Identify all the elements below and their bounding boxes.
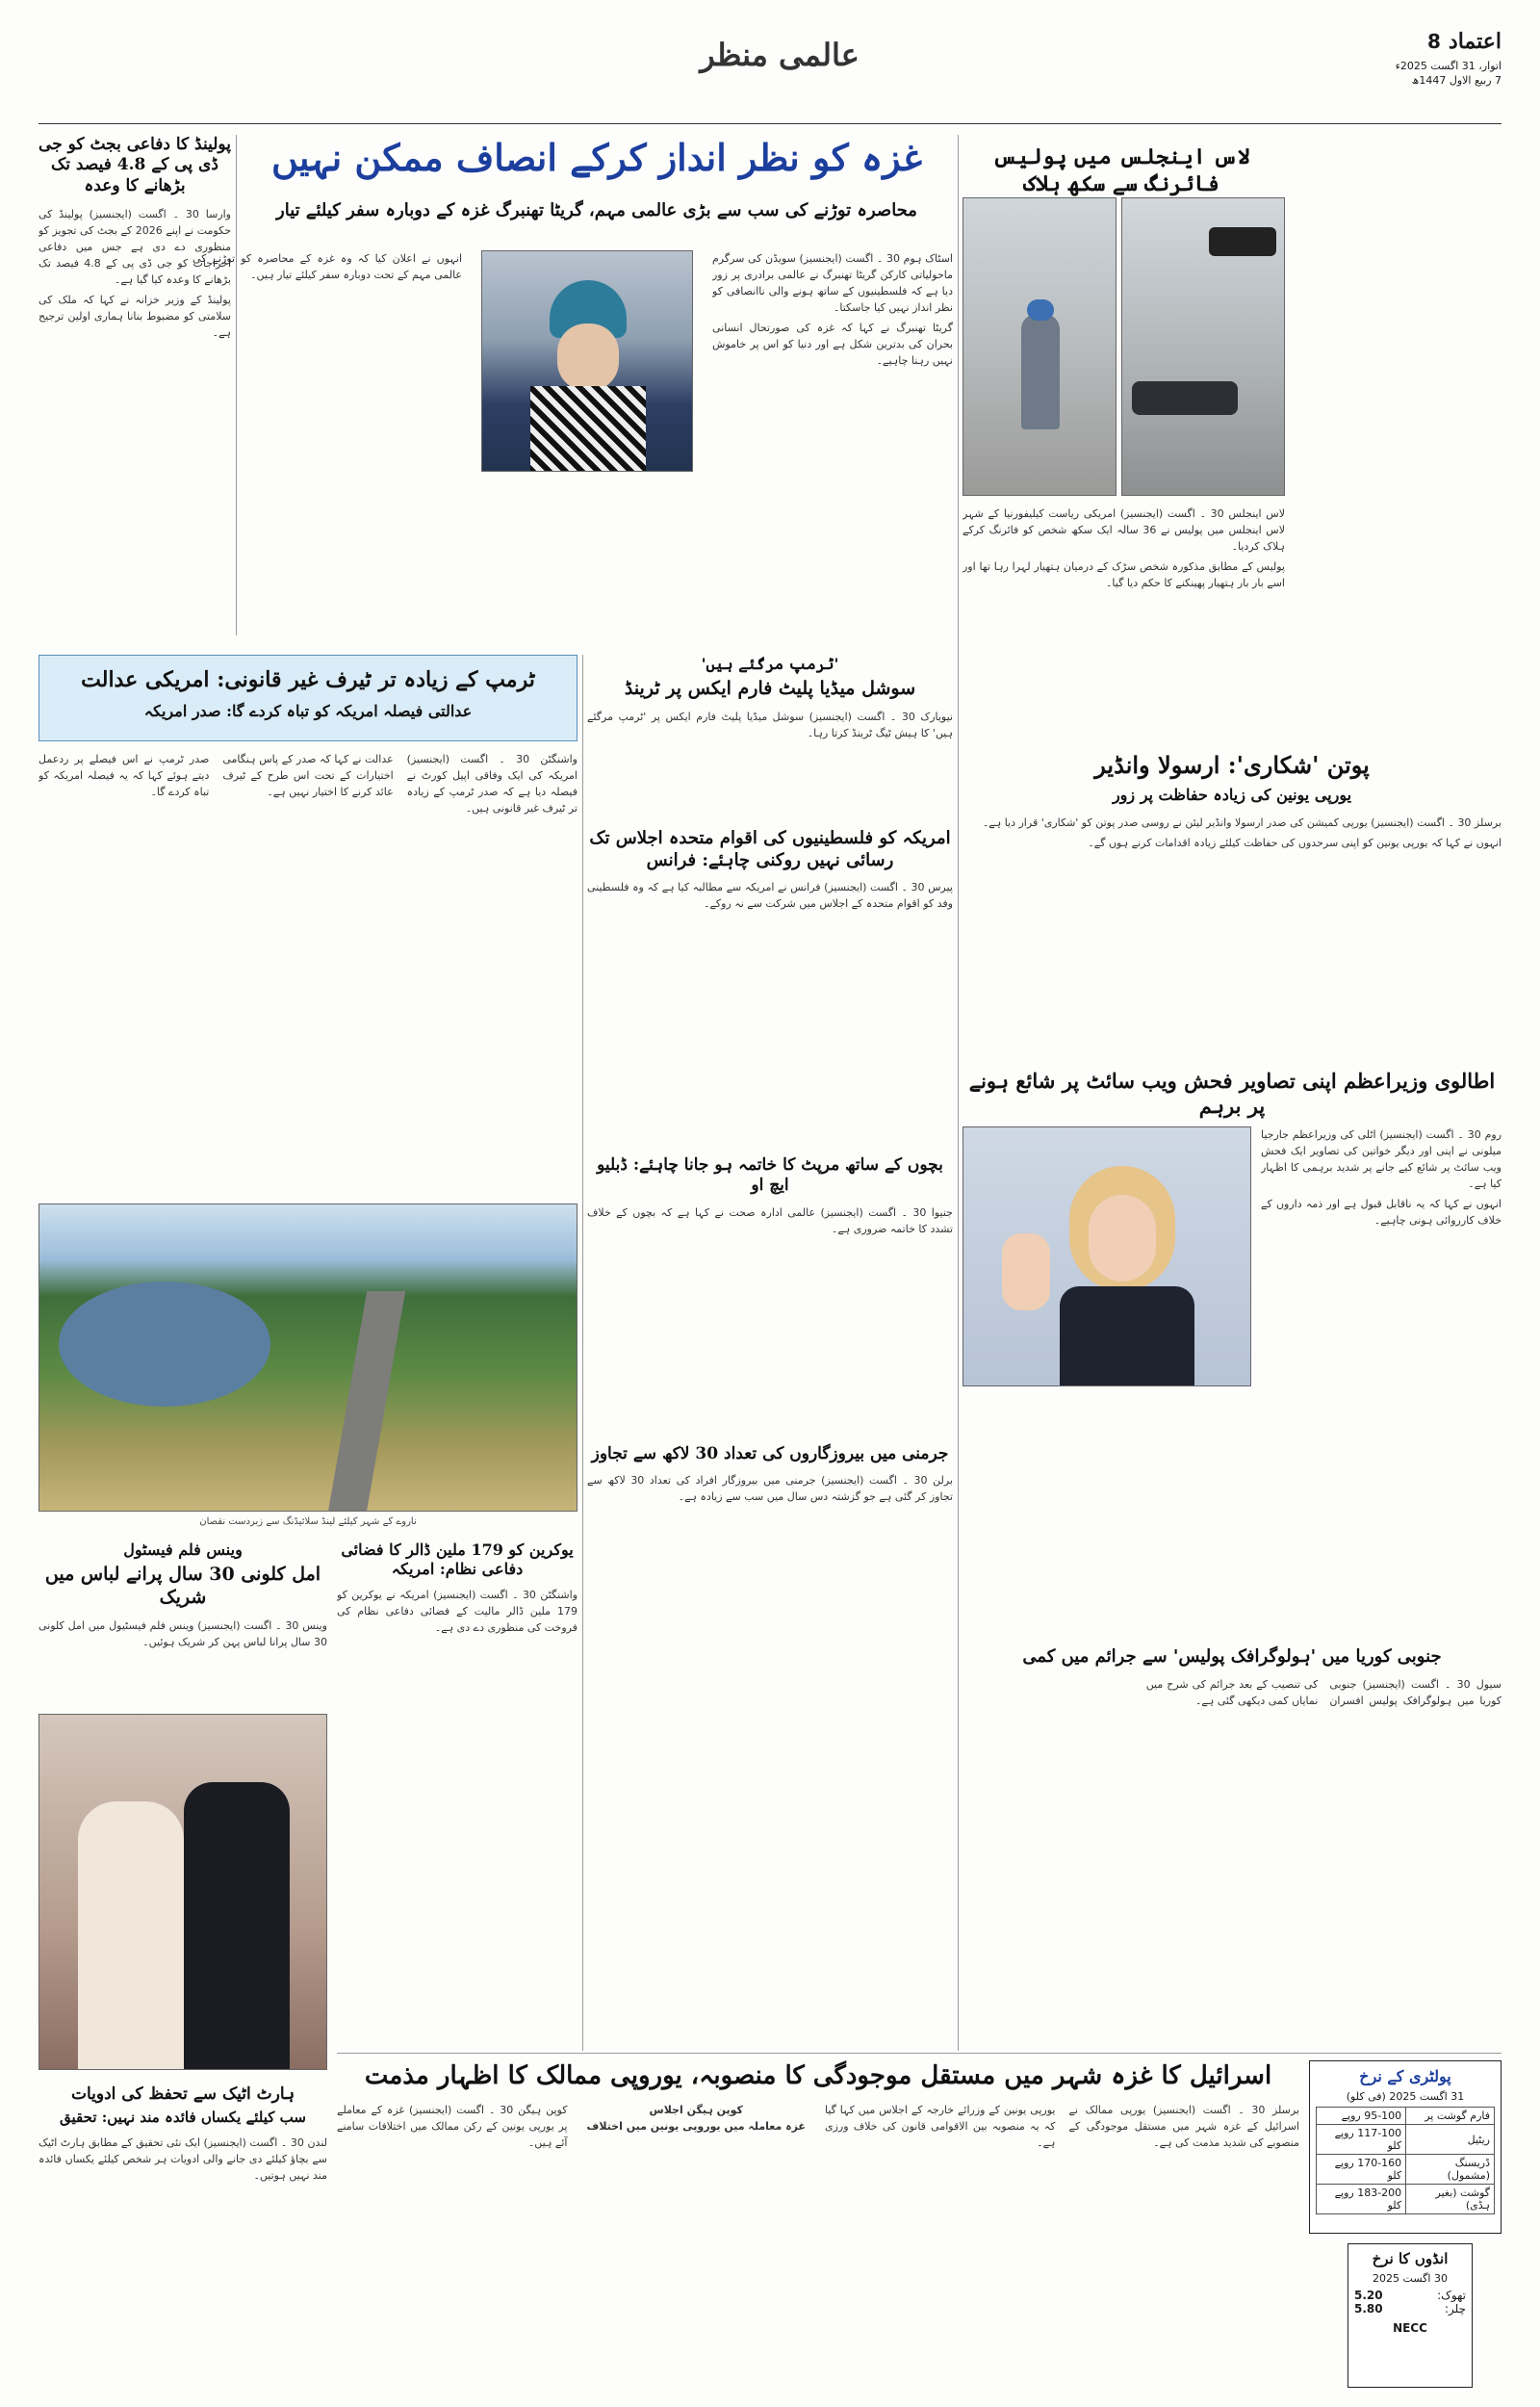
meloni-article [962, 1069, 1502, 1637]
poultry-item: ریٹیل [1406, 2125, 1495, 2155]
meloni-photo [962, 1126, 1251, 1386]
greta-face-shape [557, 324, 619, 391]
putin-subhead: یورپی یونین کی زیادہ حفاظت پر زور [1112, 786, 1352, 804]
poultry-price: 117-100 روپے کلو [1317, 2125, 1406, 2155]
la-turban-shape [1027, 299, 1054, 321]
column-rule-right [958, 135, 959, 2051]
norway-lake-shape [59, 1281, 270, 1407]
venice-woman-shape [78, 1801, 184, 2070]
putin-article [962, 751, 1502, 1059]
poultry-table [1316, 2107, 1495, 2214]
la-headline: لاس اینجلس میں پولیس فائرنگ سے سکھ ہلاک [992, 144, 1250, 196]
putin-body: برسلز 30 ۔ اگست (ایجنسیز) یورپی کمیشن کی صدر ارسولا وانڈیر لیئن نے روسی صدر پوتن کو 'شکاری' قرار دیا ہے۔ انہوں نے کہا کہ یورپی یونین کو اپنی سرحدوں کی حفاظت کیلئے زیادہ اقدامات کرنے ہوں گے۔ [982, 816, 1502, 850]
eu-meeting-kicker: کوپن ہیگن اجلاس [649, 2103, 743, 2116]
korea-body: سیول 30 ۔ اگست (ایجنسیز) جنوبی کوریا میں ہولوگرافک پولیس افسران کی تنصیب کے بعد جرائم کی شرح میں نمایاں کمی دیکھی گئی ہے۔ [1145, 1677, 1502, 1707]
venice-article [38, 1540, 327, 2080]
egg-wholesale-value: 5.20 [1354, 2288, 1383, 2302]
poultry-row [1317, 2185, 1495, 2214]
israel-gaza-headline: اسرائیل کا غزہ شہر میں مستقل موجودگی کا منصوبہ، یوروپی ممالک کا اظہار مذمت [364, 2061, 1272, 2090]
la-man-shape [1021, 314, 1060, 429]
section-title: عالمی منظر [700, 37, 860, 73]
column-rule-center [582, 655, 583, 2051]
meloni-jacket-shape [1060, 1286, 1194, 1386]
venice-photo [38, 1714, 327, 2070]
heart-subhead: سب کیلئے یکساں فائدہ مند نہیں: تحقیق [60, 2109, 306, 2127]
israel-gaza-body: برسلز 30 ۔ اگست (ایجنسیز) یورپی ممالک نے اسرائیل کے غزہ شہر میں مستقل موجودگی کے منصوبے کی شدید مذمت کی ہے۔ یورپی یونین کے وزرائے خارجہ کے اجلاس میں کہا گیا کہ یہ منصوبہ بین الاقوامی قانون کی خلاف ورزی ہے۔ کوپن ہیگن اجلاس غزہ معاملہ میں یوروپی یونین میں اختلاف کوپن ہیگن 30 ۔ اگست (ایجنسیز) غزہ کے معاملے پر یورپی یونین کے رکن ممالک میں اختلافات سامنے آئے ہیں۔ [337, 2103, 1299, 2149]
norway-road-shape [328, 1291, 406, 1512]
hijri-line: 7 ربیع الاول 1447ھ [1411, 74, 1502, 87]
germany-jobs-headline: جرمنی میں بیروزگاروں کی تعداد 30 لاکھ سے تجاوز [591, 1444, 949, 1463]
heart-article [38, 2084, 327, 2383]
heart-body: لندن 30 ۔ اگست (ایجنسیز) ایک نئی تحقیق کے مطابق ہارٹ اٹیک سے بچاؤ کیلئے دی جانے والی ادویات ہر شخص کیلئے یکساں فائدہ مند نہیں ہوتیں۔ [38, 2136, 327, 2183]
trump-tariff-banner [38, 655, 578, 741]
egg-retail-label: چلر: [1444, 2301, 1466, 2316]
meloni-face-shape [1089, 1195, 1156, 1281]
poultry-item: گوشت (بغیر ہڈی) [1406, 2185, 1495, 2214]
page-number: 8 [1426, 30, 1441, 53]
trump-tariff-subhead: عدالتی فیصلہ امریکہ کو تباہ کردے گا: صدر امریکہ [143, 701, 473, 720]
egg-rates-box [1348, 2243, 1473, 2388]
gaza-lead-article [192, 135, 953, 655]
egg-date: 30 اگست 2025 [1373, 2271, 1448, 2285]
poultry-item: ڈریسنگ (مشمول) [1406, 2155, 1495, 2185]
la-gun-shape [1209, 227, 1276, 256]
egg-source: NECC [1393, 2320, 1427, 2335]
biden-kids-body: جنیوا 30 ۔ اگست (ایجنسیز) عالمی ادارہ صحت نے کہا ہے کہ بچوں کے خلاف تشدد کا خاتمہ ضروری ہے۔ [587, 1205, 953, 1235]
ukraine-article [337, 1540, 578, 2080]
la-photo-left [962, 197, 1116, 496]
poultry-price: 95-100 روپے [1317, 2108, 1406, 2125]
putin-headline: پوتن 'شکاری': ارسولا وانڈیر [1094, 751, 1370, 779]
section-rule-bottom [337, 2053, 1502, 2054]
brand-logo: اعتماد [1448, 29, 1502, 54]
poultry-row [1317, 2108, 1495, 2125]
la-car-shape [1132, 381, 1238, 415]
poland-body: وارسا 30 ۔ اگست (ایجنسیز) پولینڈ کی حکومت نے اپنے 2026 کے بجٹ کی تجویز کو منظوری دے دی ہے جس میں دفاعی اخراجات کو جی ڈی پی کے 4.8 فیصد تک بڑھانے کا وعدہ کیا گیا ہے۔ پولینڈ کے وزیر خزانہ نے کہا کہ ملک کی سلامتی کو مضبوط بنانا ہماری اولین ترجیح ہے۔ [38, 207, 231, 340]
poultry-title: پولٹری کے نرخ [1359, 2067, 1451, 2085]
egg-title: انڈوں کا نرخ [1372, 2250, 1449, 2267]
poultry-rates-box [1309, 2060, 1502, 2234]
la-body: لاس اینجلس 30 ۔ اگست (ایجنسیز) امریکی ریاست کیلیفورنیا کے شہر لاس اینجلس میں پولیس نے 36 سالہ ایک سکھ شخص کو فائرنگ کرکے ہلاک کردیا۔ پولیس کے مطابق مذکورہ شخص سڑک کے درمیان ہتھیار لہرا رہا تھا اور اسے بار بار ہتھیار پھینکنے کا حکم دیا گیا۔ [962, 507, 1285, 590]
gaza-subhead: محاصرہ توڑنے کی سب سے بڑی عالمی مہم، گریٹا تھنبرگ غزہ کے دوبارہ سفر کیلئے تیار [276, 199, 917, 220]
ukraine-body: واشنگٹن 30 ۔ اگست (ایجنسیز) امریکہ نے یوکرین کو 179 ملین ڈالر مالیت کے فضائی دفاعی نظام کی فروخت کی منظوری دے دی ہے۔ [337, 1589, 578, 1635]
germany-jobs-body: برلن 30 ۔ اگست (ایجنسیز) جرمنی میں بیروزگار افراد کی تعداد 30 لاکھ سے تجاوز کر گئی ہے جو گزشتہ دس سال میں سب سے زیادہ ہے۔ [587, 1474, 953, 1504]
poland-headline: پولینڈ کا دفاعی بجٹ کو جی ڈی پی کے 4.8 فیصد تک بڑھانے کا وعدہ [38, 135, 231, 195]
gaza-body-col1: اسٹاک ہوم 30 ۔ اگست (ایجنسیز) سویڈن کی سرگرم ماحولیاتی کارکن گریٹا تھنبرگ نے عالمی برادری پر زور دیا ہے کہ فلسطینیوں کے ساتھ ہونے والی ناانصافی کو نظر انداز نہیں کیا جاسکتا۔ گریٹا تھنبرگ نے کہا کہ غزہ کی صورتحال انسانی بحران کی بدترین شکل ہے اور دنیا کو اس پر خاموش نہیں رہنا چاہیے۔ [712, 252, 953, 368]
korea-headline: جنوبی کوریا میں 'ہولوگرافک پولیس' سے جرائم میں کمی [1022, 1646, 1442, 1667]
meloni-body: روم 30 ۔ اگست (ایجنسیز) اٹلی کی وزیراعظم جارجیا میلونی نے اپنی اور دیگر خواتین کی تصاویر ایک فحش ویب سائٹ پر شائع کیے جانے پر شدید برہمی کا اظہار کیا ہے۔ انہوں نے کہا کہ یہ ناقابل قبول ہے اور ذمہ داروں کے خلاف کارروائی ہونی چاہیے۔ [1261, 1128, 1502, 1228]
poultry-row [1317, 2125, 1495, 2155]
brand-block [1348, 29, 1502, 120]
egg-retail-value: 5.80 [1354, 2301, 1383, 2316]
venice-body: وینس 30 ۔ اگست (ایجنسیز) وینس فلم فیسٹیول میں امل کلونی 30 سال پرانا لباس پہن کر شریک ہوئیں۔ [38, 1618, 327, 1648]
heart-headline: ہارٹ اٹیک سے تحفظ کی ادویات [70, 2084, 295, 2104]
masthead [38, 29, 1502, 120]
trump-tariff-body: واشنگٹن 30 ۔ اگست (ایجنسیز) امریکہ کی ایک وفاقی اپیل کورٹ نے فیصلہ دیا ہے کہ صدر ٹرمپ کے زیادہ تر ٹیرف غیر قانونی ہیں۔ عدالت نے کہا کہ صدر کے پاس ہنگامی اختیارات کے تحت اس طرح کے ٹیرف عائد کرنے کا اختیار نہیں ہے۔ صدر ٹرمپ نے اس فیصلے پر ردعمل دیتے ہوئے کہا کہ یہ فیصلہ امریکہ کو تباہ کردے گا۔ [38, 753, 578, 815]
un-palestine-body: پیرس 30 ۔ اگست (ایجنسیز) فرانس نے امریکہ سے مطالبہ کیا ہے کہ وہ فلسطینی وفد کو اقوام متحدہ کے اجلاس میں شرکت سے نہ روکے۔ [587, 881, 953, 911]
trump-dead-headline: سوشل میڈیا پلیٹ فارم ایکس پر ٹرینڈ [624, 678, 916, 699]
meloni-hand-shape [1002, 1233, 1050, 1310]
poultry-item: فارم گوشت پر [1406, 2108, 1495, 2125]
un-palestine-article [587, 828, 953, 1146]
trump-tariff-headline: ٹرمپ کے زیادہ تر ٹیرف غیر قانونی: امریکی عدالت [81, 667, 535, 692]
poultry-row [1317, 2155, 1495, 2185]
israel-gaza-article [337, 2060, 1299, 2388]
greta-photo [481, 250, 693, 472]
venice-kicker: وینس فلم فیسٹول [123, 1540, 243, 1559]
date-line: اتوار، 31 اگست 2025ء [1395, 60, 1502, 72]
un-palestine-headline: امریکہ کو فلسطینیوں کی اقوام متحدہ اجلاس تک رسائی نہیں روکنی چاہئے: فرانس [589, 828, 951, 870]
korea-article [962, 1646, 1502, 2051]
trump-dead-kicker: 'ٹرمپ مرگئے ہیں' [701, 655, 839, 673]
germany-jobs-article [587, 1444, 953, 1714]
poultry-date: 31 اگست 2025 (فی کلو) [1346, 2090, 1465, 2103]
egg-wholesale-label: تھوک: [1437, 2288, 1466, 2302]
poultry-price: 183-200 روپے کلو [1317, 2185, 1406, 2214]
trump-dead-article [587, 655, 953, 818]
masthead-rule [38, 123, 1502, 124]
trump-dead-body: نیویارک 30 ۔ اگست (ایجنسیز) سوشل میڈیا پلیٹ فارم ایکس پر 'ٹرمپ مرگئے ہیں' کا ہیش ٹیگ ٹرینڈ کرتا رہا۔ [587, 710, 953, 739]
eu-meeting-headline: غزہ معاملہ میں یوروپی یونین میں اختلاف [586, 2119, 806, 2133]
ukraine-headline: یوکرین کو 179 ملین ڈالر کا فضائی دفاعی نظام: امریکہ [341, 1540, 574, 1578]
norway-caption: ناروے کے شہر کیلئے لینڈ سلائیڈنگ سے زبردست نقصان [199, 1516, 417, 1527]
biden-kids-headline: بچوں کے ساتھ مرپٹ کا خاتمہ ہو جانا چاہئے: ڈبلیو ایچ او [597, 1155, 943, 1196]
gaza-body-col3: انہوں نے اعلان کیا کہ وہ غزہ کے محاصرہ کو توڑنے کی عالمی مہم کے تحت دوبارہ سفر کیلئے تیار ہیں۔ [192, 252, 462, 282]
venice-man-shape [184, 1782, 290, 2070]
venice-headline: امل کلونی 30 سال پرانے لباس میں شریک [44, 1564, 321, 1608]
poultry-price: 170-160 روپے کلو [1317, 2155, 1406, 2185]
gaza-headline: غزہ کو نظر انداز کرکے انصاف ممکن نہیں [270, 136, 923, 179]
greta-scarf-shape [530, 386, 646, 472]
biden-kids-article [587, 1155, 953, 1435]
norway-photo [38, 1204, 578, 1512]
la-photo-right [1121, 197, 1285, 496]
meloni-headline: اطالوی وزیراعظم اپنی تصاویر فحش ویب سائٹ پر شائع ہونے پر برہم [968, 1069, 1496, 1119]
